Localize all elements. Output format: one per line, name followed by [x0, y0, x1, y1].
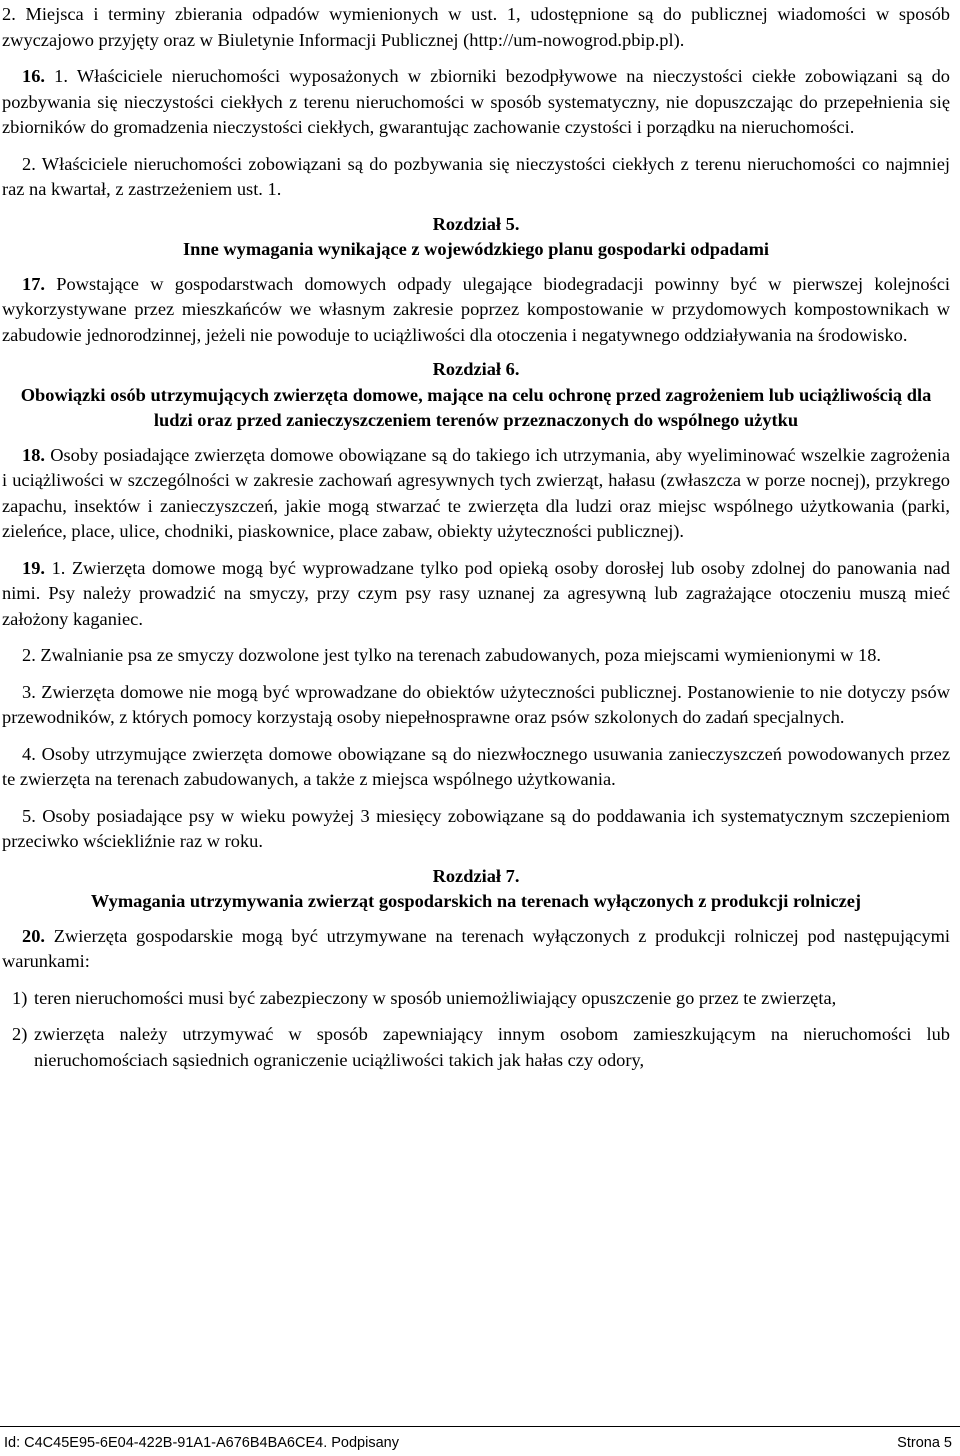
section-16-para-1	[2, 64, 950, 141]
section-19-para-2: 2. Zwalnianie psa ze smyczy dozwolone jest tylko na terenach zabudowanych, poza miejscami wymienionymi w 18.	[22, 645, 881, 665]
footer-divider	[0, 1426, 960, 1427]
section-19-para-1	[2, 556, 950, 633]
section-18-text: Osoby posiadające zwierzęta domowe obowiązane są do takiego ich utrzymania, aby wyeliminować wszelkie zagrożenia i uciążliwości w szczególności w zakresie zachowań agresywnych tych zwierząt, hałasu (zwłaszcza w porze nocnej), przykrego zapachu, insektów i zanieczyszczeń, jakie mogą stwarzać te zwierzęta dla ludzi oraz miejsc wspólnego użytkowania (parki, zieleńce, place, ulice, chodniki, piaskownice, place zabaw, obiekty użyteczności publicznej).	[2, 444, 950, 541]
page-footer	[4, 1433, 952, 1453]
section-20-text: Zwierzęta gospodarskie mogą być utrzymywane na terenach wyłączonych z produkcji rolniczej pod następującymi warunkami:	[2, 925, 950, 971]
section-20	[2, 924, 950, 975]
chapter-7-title: Wymagania utrzymywania zwierząt gospodarskich na terenach wyłączonych z produkcji rolniczej	[90, 891, 862, 911]
document-page	[2, 2, 950, 1073]
chapter-6-number: Rozdział 6.	[432, 359, 520, 379]
section-19-para-4: 4. Osoby utrzymujące zwierzęta domowe obowiązane są do niezwłocznego usuwania zanieczyszczeń powodowanych przez te zwierzęta na terenach zabudowanych, a także z miejsca wspólnego użytkowania.	[2, 743, 950, 789]
section-16-para-1-text: 1. Właściciele nieruchomości wyposażonych w zbiorniki bezodpływowe na nieczystości ciekłe zobowiązani są do pozbywania się nieczystości ciekłych z terenu nieruchomości w sposób systematyczny, nie dopuszczając do przepełnienia się zbiorników do gromadzenia nieczystości ciekłych, gwarantując zachowanie czystości i porządku na nieruchomości.	[2, 66, 950, 137]
chapter-7-number: Rozdział 7.	[432, 865, 520, 886]
chapter-6-title: Obowiązki osób utrzymujących zwierzęta domowe, mające na celu ochronę przed zagrożeniem lub uciążliwością dla ludzi oraz przed zanieczyszczeniem terenów przeznaczonych do wspólnego użytku	[20, 384, 932, 430]
list-item	[2, 1022, 950, 1073]
chapter-5-title: Inne wymagania wynikające z wojewódzkiego planu gospodarki odpadami	[182, 239, 770, 259]
list-item-text: teren nieruchomości musi być zabezpieczony w sposób uniemożliwiający opuszczenie go przez te zwierzęta,	[34, 987, 837, 1008]
chapter-5-number: Rozdział 5.	[432, 213, 520, 234]
document-id: Id: C4C45E95-6E04-422B-91A1-A676B4BA6CE4. Podpisany	[4, 1435, 399, 1451]
paragraph-15-2: 2. Miejsca i terminy zbierania odpadów wymienionych w ust. 1, udostępnione są do publicznej wiadomości w sposób zwyczajowo przyjęty oraz w Biuletynie Informacji Publicznej (http://um-nowogrod.pbip.pl).	[2, 4, 950, 50]
section-16-number: 16.	[22, 66, 45, 86]
list-item	[2, 986, 950, 1012]
section-19-para-1-text: 1. Zwierzęta domowe mogą być wyprowadzane tylko pod opieką osoby dorosłej lub osoby zdolnej do panowania nad nimi. Psy należy prowadzić na smyczy, przy czym psy rasy uznanej za agresywną lub zagrażające otoczeniu muszą mieć założony kaganiec.	[2, 557, 950, 629]
section-17-number: 17.	[22, 273, 45, 294]
section-18-number: 18.	[22, 444, 45, 465]
section-19-para-5: 5. Osoby posiadające psy w wieku powyżej 3 miesięcy zobowiązane są do poddawania ich systematycznym szczepieniom przeciwko wściekliźnie raz w roku.	[2, 805, 950, 851]
section-19-para-3: 3. Zwierzęta domowe nie mogą być wprowadzane do obiektów użyteczności publicznej. Postanowienie to nie dotyczy psów przewodników, z których pomocy korzystają osoby niepełnosprawne oraz psów szkolonych do zadań specjalnych.	[2, 681, 950, 727]
list-item-number: 2)	[12, 1024, 28, 1044]
section-17	[2, 272, 950, 349]
list-item-number: 1)	[12, 987, 28, 1008]
section-20-number: 20.	[22, 925, 45, 946]
section-19-number: 19.	[22, 557, 45, 578]
page-number: Strona 5	[897, 1435, 952, 1451]
section-17-text: Powstające w gospodarstwach domowych odpady ulegające biodegradacji powinny być w pierwszej kolejności wykorzystywane przez mieszkańców we własnym zakresie poprzez kompostowanie w przydomowych kompostownikach w zabudowie jednorodzinnej, jeżeli nie powoduje to uciążliwości dla otoczenia i negatywnego oddziaływania na środowisko.	[2, 273, 950, 345]
list-item-text: zwierzęta należy utrzymywać w sposób zapewniający innym osobom zamieszkującym na nieruchomości lub nieruchomościach sąsiednich ograniczenie uciążliwości takich jak hałas czy odory,	[34, 1024, 950, 1070]
section-16-para-2: 2. Właściciele nieruchomości zobowiązani są do pozbywania się nieczystości ciekłych z terenu nieruchomości co najmniej raz na kwartał, z zastrzeżeniem ust. 1.	[2, 153, 950, 199]
section-18	[2, 443, 950, 545]
